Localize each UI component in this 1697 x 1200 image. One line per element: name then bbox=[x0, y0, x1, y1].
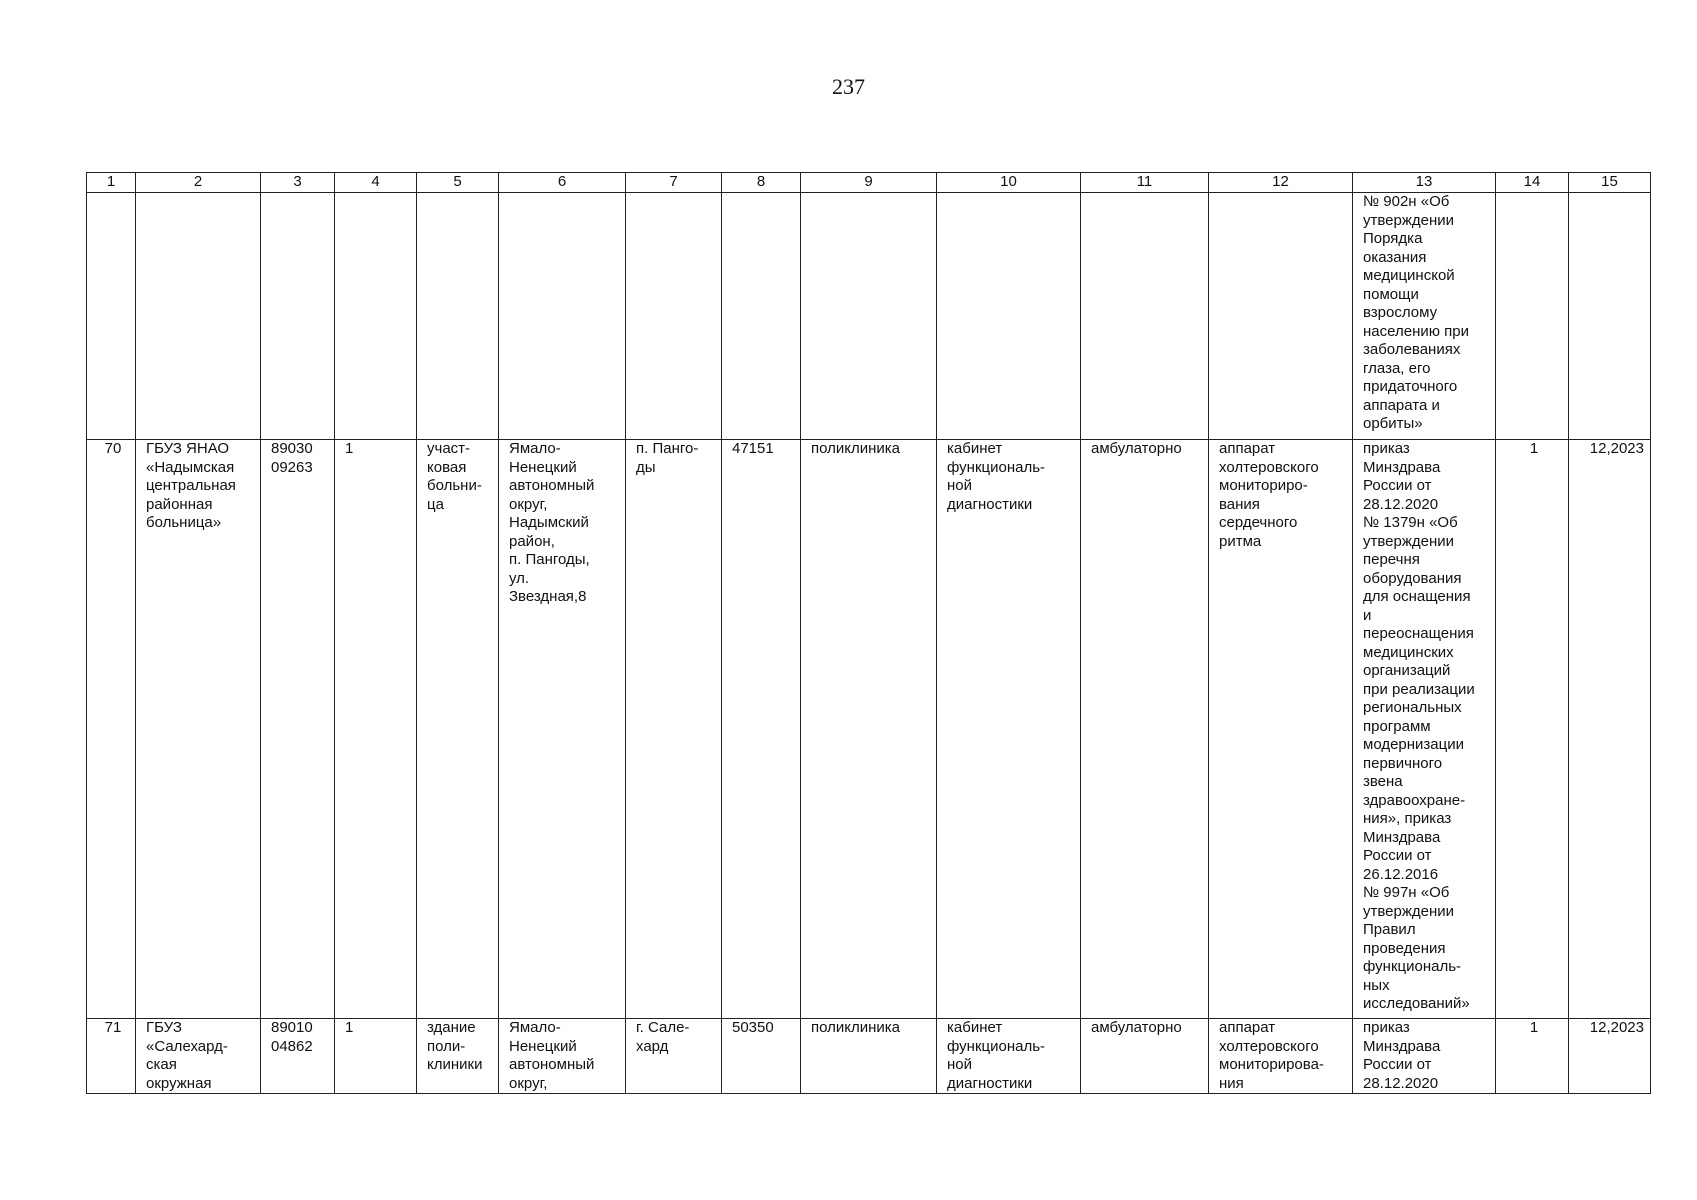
date-cell: 12,2023 bbox=[1569, 1019, 1651, 1094]
table-cell: поликлиника bbox=[801, 1019, 937, 1094]
locality-cell: г. Сале- хард bbox=[626, 1019, 722, 1094]
address-cell: Ямало- Ненецкий автономный округ, Надымский район, п. Пангоды, ул. Звездная,8 bbox=[499, 440, 626, 1019]
column-number-header: 4 bbox=[335, 173, 417, 193]
column-number-header: 7 bbox=[626, 173, 722, 193]
regulation-cell: приказ Минздрава России от 28.12.2020 bbox=[1353, 1019, 1496, 1094]
table-cell bbox=[937, 193, 1081, 440]
care-type-cell: амбулаторно bbox=[1081, 1019, 1209, 1094]
regulation-cell: приказ Минздрава России от 28.12.2020 № 1379н «Об утверждении перечня оборудования для оснащения и переоснащения медицинских организаций при реализации региональных программ модернизации первичного звена здравоохране- ния», приказ Минздрава России от 26.12.2016 № 997н «Об утверждении Правил проведения функциональ- ных исследований» bbox=[1353, 440, 1496, 1019]
column-number-header: 5 bbox=[417, 173, 499, 193]
department-cell: кабинет функциональ- ной диагностики bbox=[937, 440, 1081, 1019]
department-cell: кабинет функциональ- ной диагностики bbox=[937, 1019, 1081, 1094]
column-number-header: 10 bbox=[937, 173, 1081, 193]
table-cell: 50350 bbox=[722, 1019, 801, 1094]
date-cell: 12,2023 bbox=[1569, 440, 1651, 1019]
page-number: 237 bbox=[832, 74, 865, 99]
organization-cell: ГБУЗ ЯНАО «Надымская центральная районная больница» bbox=[136, 440, 261, 1019]
address-cell: Ямало- Ненецкий автономный округ, bbox=[499, 1019, 626, 1094]
table-cell bbox=[261, 193, 335, 440]
table-header-row bbox=[87, 173, 1651, 193]
table-cell bbox=[417, 193, 499, 440]
column-number-header: 14 bbox=[1496, 173, 1569, 193]
column-number-header: 12 bbox=[1209, 173, 1353, 193]
equipment-table bbox=[86, 172, 1651, 1094]
table-cell bbox=[626, 193, 722, 440]
facility-type-cell: участ- ковая больни- ца bbox=[417, 440, 499, 1019]
column-number-header: 8 bbox=[722, 173, 801, 193]
equipment-cell: аппарат холтеровского мониториро- вания сердечного ритма bbox=[1209, 440, 1353, 1019]
code-cell: 89030 09263 bbox=[261, 440, 335, 1019]
table-row bbox=[87, 440, 1651, 1019]
table-cell bbox=[722, 193, 801, 440]
column-number-header: 2 bbox=[136, 173, 261, 193]
table-cell bbox=[1081, 193, 1209, 440]
quantity-cell: 1 bbox=[1496, 440, 1569, 1019]
quantity-cell: 1 bbox=[1496, 1019, 1569, 1094]
locality-cell: п. Панго- ды bbox=[626, 440, 722, 1019]
equipment-cell: аппарат холтеровского мониторирова- ния bbox=[1209, 1019, 1353, 1094]
column-number-header: 3 bbox=[261, 173, 335, 193]
table-cell: 1 bbox=[335, 1019, 417, 1094]
table-cell: поликлиника bbox=[801, 440, 937, 1019]
code-cell: 89010 04862 bbox=[261, 1019, 335, 1094]
care-type-cell: амбулаторно bbox=[1081, 440, 1209, 1019]
row-number-cell: 71 bbox=[87, 1019, 136, 1094]
table-cell: 47151 bbox=[722, 440, 801, 1019]
column-number-header: 1 bbox=[87, 173, 136, 193]
table-cell: № 902н «Об утверждении Порядка оказания медицинской помощи взрослому населению при заболеваниях глаза, его придаточного аппарата и орбиты» bbox=[1353, 193, 1496, 440]
table-cell bbox=[1569, 193, 1651, 440]
table-row bbox=[87, 1019, 1651, 1094]
column-number-header: 11 bbox=[1081, 173, 1209, 193]
column-number-header: 15 bbox=[1569, 173, 1651, 193]
table-cell bbox=[499, 193, 626, 440]
table-cell bbox=[335, 193, 417, 440]
table-cell bbox=[1209, 193, 1353, 440]
table-cell bbox=[87, 193, 136, 440]
row-number-cell: 70 bbox=[87, 440, 136, 1019]
organization-cell: ГБУЗ «Салехард- ская окружная bbox=[136, 1019, 261, 1094]
table-cell bbox=[1496, 193, 1569, 440]
table-cell: 1 bbox=[335, 440, 417, 1019]
table-cell bbox=[136, 193, 261, 440]
column-number-header: 6 bbox=[499, 173, 626, 193]
column-number-header: 9 bbox=[801, 173, 937, 193]
table-cell bbox=[801, 193, 937, 440]
table-row-continuation bbox=[87, 193, 1651, 440]
column-number-header: 13 bbox=[1353, 173, 1496, 193]
facility-type-cell: здание поли- клиники bbox=[417, 1019, 499, 1094]
